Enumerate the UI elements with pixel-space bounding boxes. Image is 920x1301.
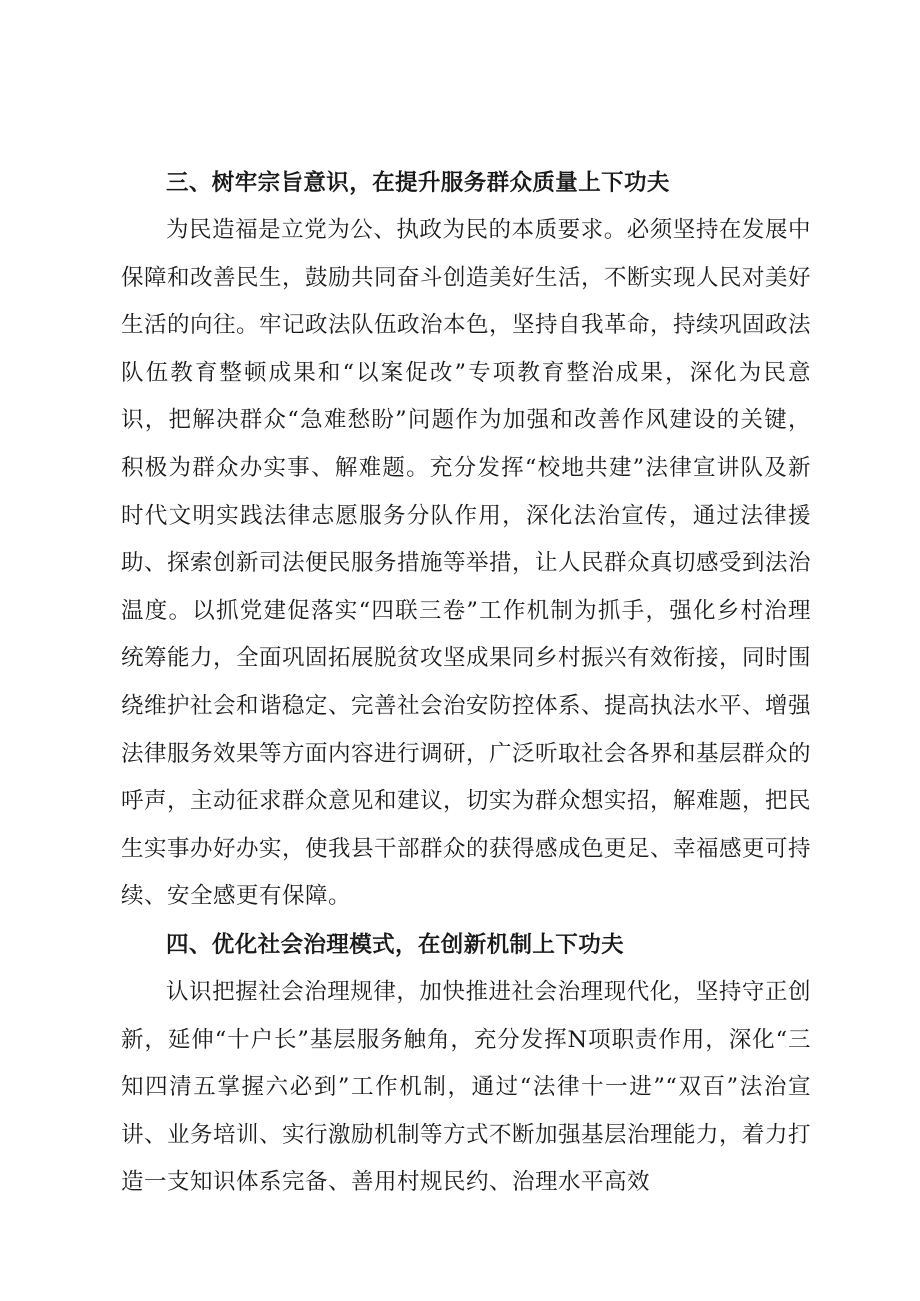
section-3-heading: 三、树牢宗旨意识，在提升服务群众质量上下功夫 — [166, 170, 670, 196]
section-4-heading: 四、优化社会治理模式，在创新机制上下功夫 — [166, 931, 625, 958]
document-body — [121, 159, 811, 1207]
section-3-paragraph: 为民造福是立党为公、执政为民的本质要求。必须坚持在发展中保障和改善民生，鼓励共同奋斗创造美好生活，不断实现人民对美好生活的向往。牢记政法队伍政治本色，坚持自我革命，持续巩固政法队伍教育整顿成果和“以案促改”专项教育整治成果，深化为民意识，把解决群众“急难愁盼”问题作为加强和改善作风建设的关键，积极为群众办实事、解难题。充分发挥“校地共建”法律宣讲队及新时代文明实践法律志愿服务分队作用，深化法治宣传，通过法律援助、探索创新司法便民服务措施等举措，让人民群众真切感受到法治温度。以抓党建促落实“四联三卷”工作机制为抓手，强化乡村治理统筹能力，全面巩固拓展脱贫攻坚成果同乡村振兴有效衔接，同时围绕维护社会和谐稳定、完善社会治安防控体系、提高执法水平、增强法律服务效果等方面内容进行调研，广泛听取社会各界和基层群众的呼声，主动征求群众意见和建议，切实为群众想实招，解难题，把民生实事办好办实，使我县干部群众的获得感成色更足、幸福感更可持续、安全感更有保障。 — [121, 217, 812, 910]
section-4-paragraph: 认识把握社会治理规律，加快推进社会治理现代化，坚持守正创新，延伸“十户长”基层服务触角，充分发挥N项职责作用，深化“三知四清五掌握六必到”工作机制，通过“法律十一进”“双百”法治宣讲、业务培训、实行激励机制等方式不断加强基层治理能力，着力打造一支知识体系完备、善用村规民约、治理水平高效 — [121, 978, 812, 1196]
